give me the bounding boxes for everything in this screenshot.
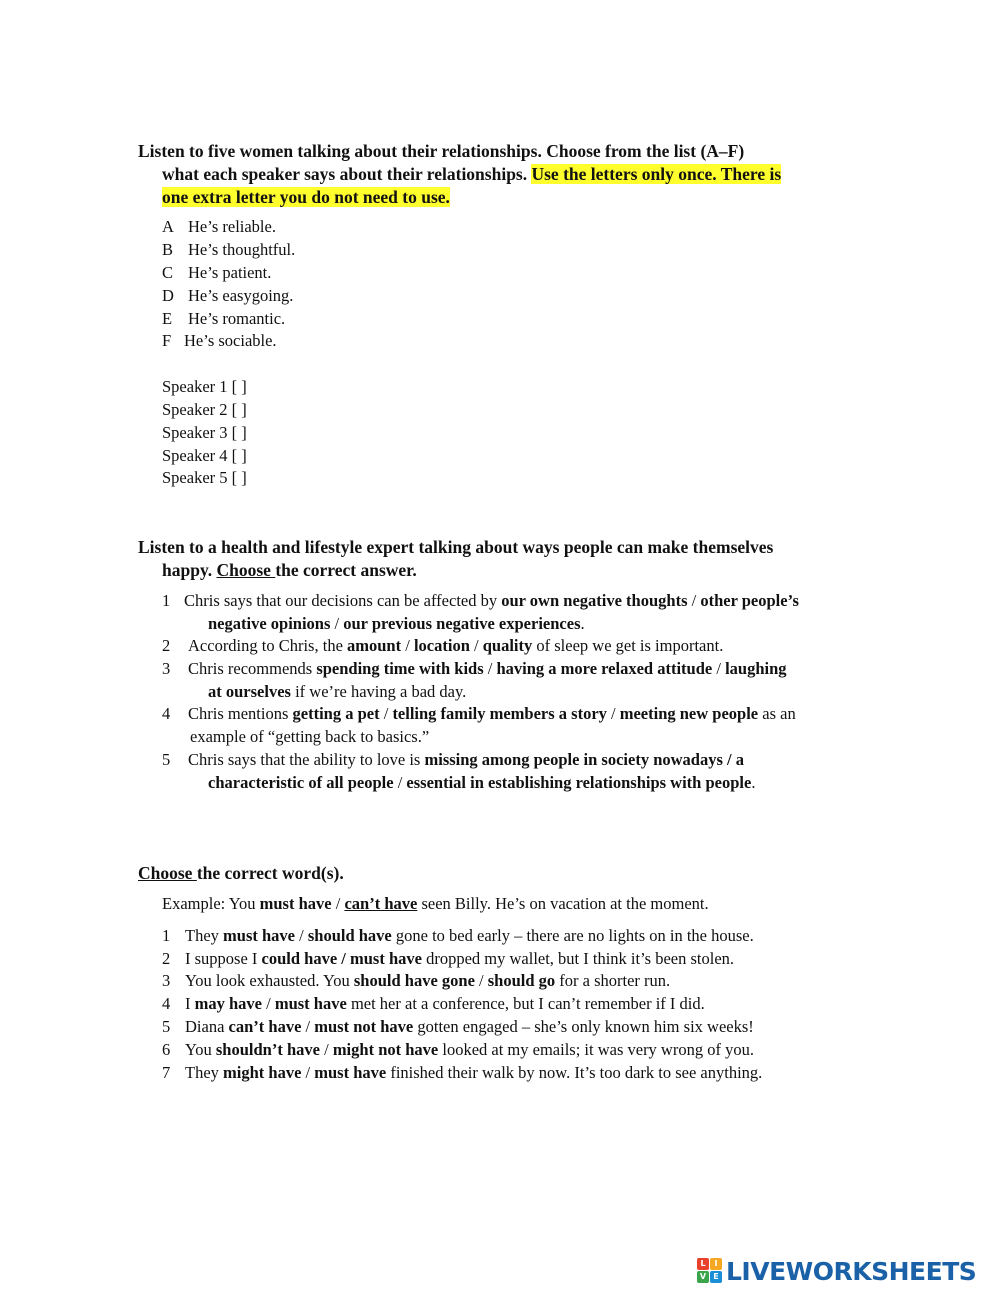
section2-q1 [162, 590, 799, 612]
item-text: gone to bed early – there are no lights on in the house. [391, 926, 754, 945]
separator: / [379, 704, 393, 723]
item-number: 1 [162, 926, 171, 945]
section3-item-2 [162, 948, 734, 970]
section3-item-3 [162, 970, 670, 992]
separator: / [469, 636, 483, 655]
section2-choose-word: Choose [216, 560, 276, 580]
choice[interactable]: laughing [725, 659, 787, 678]
q-text: . [751, 773, 756, 792]
speaker-3-answer[interactable]: Speaker 3 [ ] [162, 423, 247, 442]
choice[interactable]: might have [223, 1063, 302, 1082]
separator: / [301, 1017, 315, 1036]
item-number: 3 [162, 971, 171, 990]
q-text: According to Chris, the [188, 636, 348, 655]
liveworksheets-logo [697, 1255, 976, 1287]
item-text: They [185, 926, 224, 945]
section3-instruction-rest: the correct word(s). [196, 863, 344, 883]
section3-item-6 [162, 1039, 754, 1061]
choice[interactable]: must have [274, 994, 347, 1013]
example-choice: must have [259, 894, 332, 913]
option-letter: F [162, 331, 172, 350]
section1-instruction-plain: what each speaker says about their relationships. [162, 164, 532, 184]
item-text: I suppose I [185, 949, 262, 968]
option-b [162, 239, 295, 261]
choice[interactable]: should have gone [353, 971, 475, 990]
choice[interactable]: meeting new people [619, 704, 759, 723]
option-letter: A [162, 217, 174, 236]
section2-instruction [138, 536, 773, 582]
option-e [162, 308, 285, 330]
separator: / [330, 614, 344, 633]
choice[interactable]: spending time with kids [316, 659, 484, 678]
choice[interactable]: characteristic of all people [208, 773, 394, 792]
separator: / [606, 704, 620, 723]
example-text: Example: You [162, 894, 260, 913]
option-text: He’s patient. [188, 263, 272, 282]
q-text: if we’re having a bad day. [290, 682, 467, 701]
item-text: finished their walk by now. It’s too dark to see anything. [386, 1063, 763, 1082]
section2-q5-cont [208, 772, 755, 794]
option-letter: D [162, 286, 174, 305]
item-text: for a shorter run. [555, 971, 671, 990]
section1-instruction-line3 [138, 186, 781, 209]
section1-instruction-line1: Listen to five women talking about their relationships. Choose from the list (A–F) [138, 141, 745, 161]
item-text: You look exhausted. You [185, 971, 354, 990]
choice[interactable]: could have / must have [261, 949, 422, 968]
choice[interactable]: other people’s [700, 591, 799, 610]
section3-example [162, 893, 709, 915]
separator: / [712, 659, 726, 678]
item-number: 7 [162, 1063, 171, 1082]
q-number: 4 [162, 704, 171, 723]
item-text: looked at my emails; it was very wrong of you. [438, 1040, 754, 1059]
q-text: Chris says that the ability to love is [188, 750, 425, 769]
choice[interactable]: must have [223, 926, 295, 945]
choice[interactable]: should have [307, 926, 392, 945]
choice[interactable]: missing among people in society nowadays / a [424, 750, 744, 769]
separator: / [474, 971, 488, 990]
item-text: You [185, 1040, 216, 1059]
q-number: 1 [162, 591, 171, 610]
speaker-1-answer[interactable]: Speaker 1 [ ] [162, 377, 247, 396]
option-letter: E [162, 309, 173, 328]
speaker-4-answer[interactable]: Speaker 4 [ ] [162, 446, 247, 465]
section2-q1-cont [208, 613, 585, 635]
section1-instruction-highlight: Use the letters only once. There is [531, 164, 782, 184]
section3-instruction [138, 862, 344, 885]
separator: / [687, 591, 701, 610]
section3-item-5 [162, 1016, 754, 1038]
item-number: 6 [162, 1040, 171, 1059]
option-d [162, 285, 293, 307]
choice[interactable]: having a more relaxed attitude [496, 659, 713, 678]
section3-item-1 [162, 925, 754, 947]
separator: / [295, 926, 308, 945]
option-text: He’s sociable. [184, 331, 277, 350]
item-text: Diana [185, 1017, 229, 1036]
section2-q3 [162, 658, 787, 680]
q-text: Chris mentions [188, 704, 293, 723]
item-text: I [185, 994, 195, 1013]
q-text: as an [758, 704, 796, 723]
q-text: example of “getting back to basics.” [190, 727, 430, 746]
choice[interactable]: our previous negative experiences [343, 614, 581, 633]
separator: / [319, 1040, 333, 1059]
choice[interactable]: shouldn’t have [215, 1040, 320, 1059]
logo-icon-letter: I [710, 1258, 722, 1270]
section2-q5 [162, 749, 744, 771]
logo-icon-letter: L [697, 1258, 709, 1270]
section2-instruction-line1: Listen to a health and lifestyle expert talking about ways people can make themselves [138, 537, 774, 557]
section2-instruction-line2 [138, 559, 773, 582]
choice[interactable]: quality [482, 636, 533, 655]
choice[interactable]: might not have [332, 1040, 439, 1059]
choice[interactable]: can’t have [228, 1017, 302, 1036]
section3-choose-word: Choose [138, 863, 197, 883]
item-number: 2 [162, 949, 171, 968]
q-text: Chris recommends [188, 659, 317, 678]
section2-instruction-b: the correct answer. [275, 560, 417, 580]
section2-q2 [162, 635, 723, 657]
option-text: He’s thoughtful. [188, 240, 296, 259]
q-number: 5 [162, 750, 171, 769]
speaker-5-answer[interactable]: Speaker 5 [ ] [162, 468, 247, 487]
section2-q3-cont [208, 681, 466, 703]
option-letter: B [162, 240, 174, 259]
logo-icon-letter: E [710, 1271, 722, 1283]
item-text: met her at a conference, but I can’t remember if I did. [346, 994, 705, 1013]
liveworksheets-logo-text: LIVEWORKSHEETS [726, 1256, 977, 1286]
choice[interactable]: must not have [314, 1017, 414, 1036]
option-letter: C [162, 263, 174, 282]
q-number: 3 [162, 659, 171, 678]
section2-q4 [162, 703, 796, 725]
choice[interactable]: may have [194, 994, 262, 1013]
option-text: He’s romantic. [188, 309, 286, 328]
section1-instruction-highlight-2: one extra letter you do not need to use. [162, 187, 450, 207]
option-text: He’s reliable. [188, 217, 276, 236]
choice[interactable]: location [413, 636, 470, 655]
separator: / [262, 994, 275, 1013]
item-text: dropped my wallet, but I think it’s been stolen. [421, 949, 735, 968]
choice[interactable]: amount [347, 636, 402, 655]
item-number: 5 [162, 1017, 171, 1036]
speaker-2-answer[interactable]: Speaker 2 [ ] [162, 400, 247, 419]
choice[interactable]: telling family members a story [392, 704, 607, 723]
section3-item-4 [162, 993, 705, 1015]
choice[interactable]: our own negative thoughts [501, 591, 688, 610]
choice[interactable]: at ourselves [208, 682, 291, 701]
liveworksheets-logo-icon [697, 1258, 723, 1284]
section1-instruction-line2 [138, 163, 781, 186]
logo-icon-letter: V [697, 1271, 709, 1283]
choice[interactable]: essential in establishing relationships with people [406, 773, 752, 792]
example-answer: can’t have [344, 894, 418, 913]
separator: / [393, 773, 407, 792]
example-text: seen Billy. He’s on vacation at the moment. [417, 894, 709, 913]
separator: / [483, 659, 497, 678]
choice[interactable]: getting a pet [292, 704, 380, 723]
item-text: They [185, 1063, 224, 1082]
option-text: He’s easygoing. [188, 286, 294, 305]
option-c [162, 262, 271, 284]
choice[interactable]: should go [487, 971, 556, 990]
section2-instruction-a: happy. [162, 560, 217, 580]
q-text: Chris says that our decisions can be affected by [184, 591, 502, 610]
section2-q4-cont [190, 726, 429, 748]
option-f [162, 330, 277, 352]
item-number: 4 [162, 994, 171, 1013]
item-text: gotten engaged – she’s only known him six weeks! [413, 1017, 754, 1036]
section1-instruction [138, 140, 781, 209]
q-text: . [580, 614, 585, 633]
q-text: of sleep we get is important. [532, 636, 724, 655]
choice[interactable]: must have [314, 1063, 387, 1082]
separator: / [301, 1063, 315, 1082]
separator: / [401, 636, 414, 655]
q-number: 2 [162, 636, 171, 655]
separator: / [331, 894, 345, 913]
option-a [162, 216, 276, 238]
section3-item-7 [162, 1062, 762, 1084]
choice[interactable]: negative opinions [208, 614, 331, 633]
